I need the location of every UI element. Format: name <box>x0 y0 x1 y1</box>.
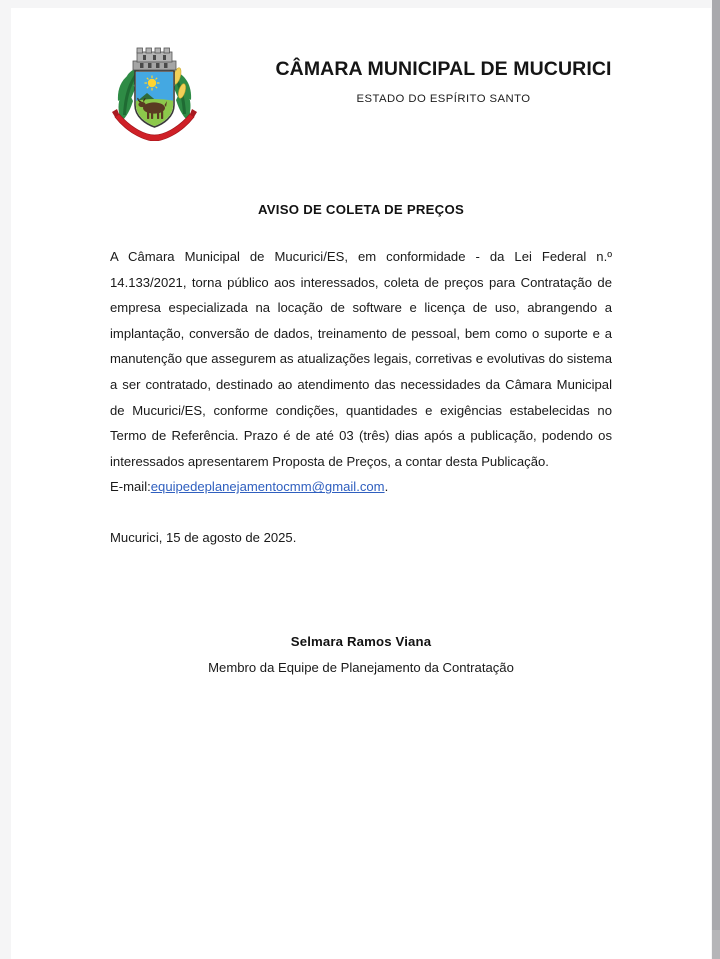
email-trailing-period: . <box>384 479 389 495</box>
email-link[interactable]: equipedeplanejamentocmm@gmail.com <box>150 479 385 495</box>
document-body <box>110 244 612 500</box>
letterhead <box>11 38 711 158</box>
signatory-role: Membro da Equipe de Planejamento da Contratação <box>208 659 514 675</box>
coat-of-arms-icon <box>107 43 202 141</box>
date-line: Mucurici, 15 de agosto de 2025. <box>110 529 297 545</box>
body-paragraph: A Câmara Municipal de Mucurici/ES, em conformidade - da Lei Federal n.º 14.133/2021, torna público aos interessados, coleta de preços para Contratação de empresa especializada na locação de software e licença de uso, abrangendo a implantação, conversão de dados, treinamento de pessoal, bem como o suporte e a manutenção que assegurem as atualizações legais, corretivas e evolutivas do sistema a ser contratado, destinado ao atendimento das necessidades da Câmara Municipal de Mucurici/ES, conforme condições, quantidades e exigências estabelecidas no Termo de Referência. Prazo é de até 03 (três) dias após a publicação, podendo os interessados apresentarem Proposta de Preços, a contar desta Publicação. <box>110 249 612 469</box>
scrollbar-thumb[interactable] <box>712 0 720 930</box>
signature-block <box>11 634 711 675</box>
organization-subtitle: ESTADO DO ESPÍRITO SANTO <box>356 93 531 106</box>
vertical-scrollbar[interactable] <box>712 0 720 959</box>
organization-block <box>211 58 676 105</box>
organization-title: CÂMARA MUNICIPAL DE MUCURICI <box>275 58 612 80</box>
document-heading: AVISO DE COLETA DE PREÇOS <box>257 202 465 217</box>
email-line <box>110 474 612 500</box>
document-page <box>11 8 711 959</box>
signatory-name: Selmara Ramos Viana <box>290 633 432 649</box>
email-label: E-mail: <box>110 479 151 495</box>
